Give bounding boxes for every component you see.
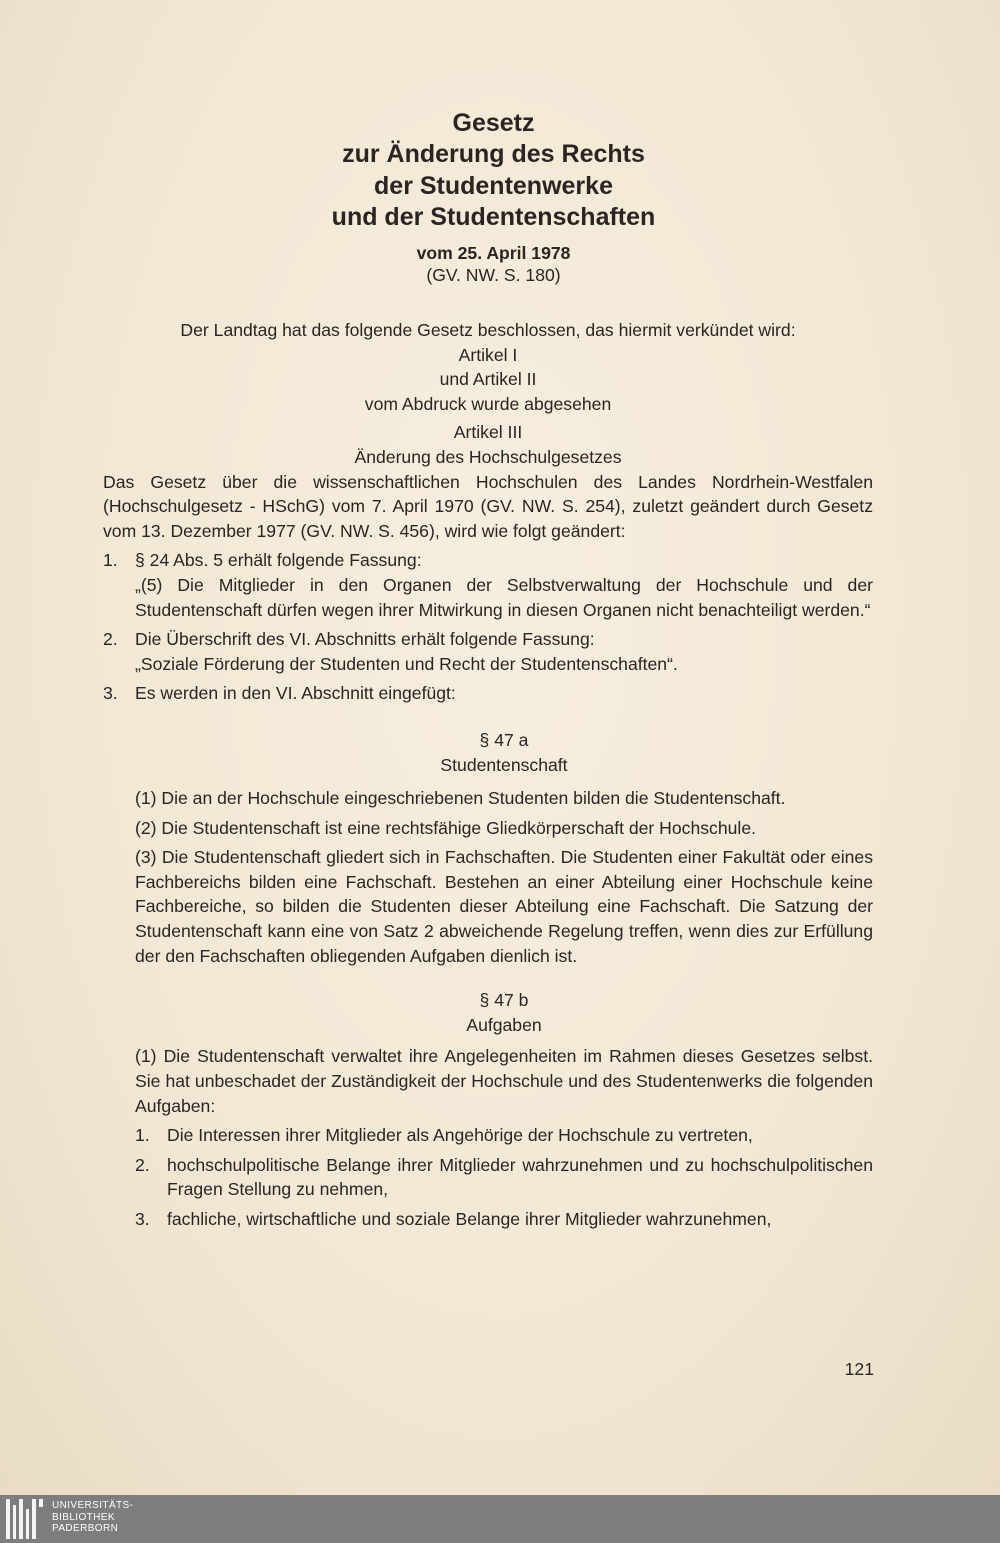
item-number: 1. xyxy=(135,1125,150,1146)
library-name-line: UNIVERSITÄTS- xyxy=(52,1500,134,1511)
title-line: und der Studentenschaften xyxy=(331,202,656,231)
section-number: § 47 a xyxy=(479,729,529,750)
page-number: 121 xyxy=(844,1359,874,1379)
article-note: vom Abdruck wurde abgesehen xyxy=(364,393,612,414)
title-line: der Studentenwerke xyxy=(374,171,613,200)
list-item xyxy=(103,548,873,573)
item-text: § 24 Abs. 5 erhält folgende Fassung: xyxy=(135,550,422,571)
library-name xyxy=(52,1500,133,1535)
section-47b xyxy=(103,988,873,1231)
paragraph: (3) Die Studentenschaft gliedert sich in Fachschaften. Die Studenten einer Fakultät oder eines Fachbereichs bilden eine Fachschaft. Bestehen an einer Abteilung einer Hochschule keine Fachbereiche, so bilden die Studenten dieser Abteilung eine Fachschaft. Die Satzung der Studentenschaft kann eine von Satz 2 abweichende Regelung treffen, wenn dies zur Erfüllung der den Fachschaften obliegenden Aufgaben dienlich ist. xyxy=(135,847,873,966)
section-47a xyxy=(103,728,873,968)
library-logo-icon xyxy=(6,1499,46,1539)
article-heading: Artikel I xyxy=(458,344,518,365)
item-text: Die Interessen ihrer Mitglieder als Angehörige der Hochschule zu vertreten, xyxy=(167,1125,753,1146)
law-title xyxy=(200,108,787,286)
list-item xyxy=(135,1207,873,1232)
quoted-text: „Soziale Förderung der Studenten und Recht der Studentenschaften“. xyxy=(135,653,678,674)
library-name-line: BIBLIOTHEK xyxy=(52,1511,115,1523)
article-3-heading: Artikel III xyxy=(453,422,523,443)
library-name-line: PADERBORN xyxy=(52,1523,119,1534)
quoted-text: „(5) Die Mitglieder in den Organen der Selbstverwaltung der Hochschule und der Studentenschaft dürfen wegen ihrer Mitwirkung in diesen Organen nicht benachteiligt werden.“ xyxy=(135,574,873,620)
article-3-subheading: Änderung des Hochschulgesetzes xyxy=(354,446,622,467)
article-3-intro: Das Gesetz über die wissenschaftlichen Hochschulen des Landes Nordrhein-Westfalen (Hochschulgesetz - HSchG) vom 7. April 1970 (GV. NW. S. 254), zuletzt geändert durch Gesetz vom 13. Dezember 1977 (GV. NW. S. 456), wird wie folgt geändert: xyxy=(103,471,873,541)
body-text xyxy=(103,318,873,1232)
list-item xyxy=(103,627,873,652)
item-number: 1. xyxy=(103,550,118,571)
section-title: Aufgaben xyxy=(466,1014,542,1035)
item-number: 2. xyxy=(135,1154,150,1175)
item-text: Die Überschrift des VI. Abschnitts erhält folgende Fassung: xyxy=(135,629,595,650)
paragraph: (1) Die Studentenschaft verwaltet ihre Angelegenheiten im Rahmen dieses Gesetzes selbst. Sie hat unbeschadet der Zuständigkeit der Hochschule und des Studentenwerks die folgenden Aufgaben: xyxy=(135,1046,873,1116)
title-line: zur Änderung des Rechts xyxy=(342,140,645,169)
item-number: 2. xyxy=(103,629,118,650)
item-text: Es werden in den VI. Abschnitt eingefügt: xyxy=(135,683,456,704)
section-number: § 47 b xyxy=(479,990,529,1011)
item-number: 3. xyxy=(103,683,118,704)
paragraph: (2) Die Studentenschaft ist eine rechtsfähige Gliedkörperschaft der Hochschule. xyxy=(135,817,756,838)
preamble: Der Landtag hat das folgende Gesetz beschlossen, das hiermit verkündet wird: xyxy=(180,320,796,340)
section-title: Studentenschaft xyxy=(440,754,568,775)
law-reference: (GV. NW. S. 180) xyxy=(426,265,561,286)
list-item xyxy=(103,681,873,706)
list-item xyxy=(135,1123,873,1148)
item-text: fachliche, wirtschaftliche und soziale Belange ihrer Mitglieder wahrzunehmen, xyxy=(167,1209,772,1229)
paragraph: (1) Die an der Hochschule eingeschriebenen Studenten bilden die Studentenschaft. xyxy=(135,788,786,809)
article-heading: und Artikel II xyxy=(439,369,537,390)
list-item xyxy=(135,1153,873,1202)
title-line: Gesetz xyxy=(452,109,535,137)
item-number: 3. xyxy=(135,1209,150,1229)
item-text: hochschulpolitische Belange ihrer Mitglieder wahrzunehmen und zu hochschulpolitischen Fragen Stellung zu nehmen, xyxy=(167,1154,873,1200)
library-footer xyxy=(0,1495,1000,1543)
law-date: vom 25. April 1978 xyxy=(416,243,571,264)
